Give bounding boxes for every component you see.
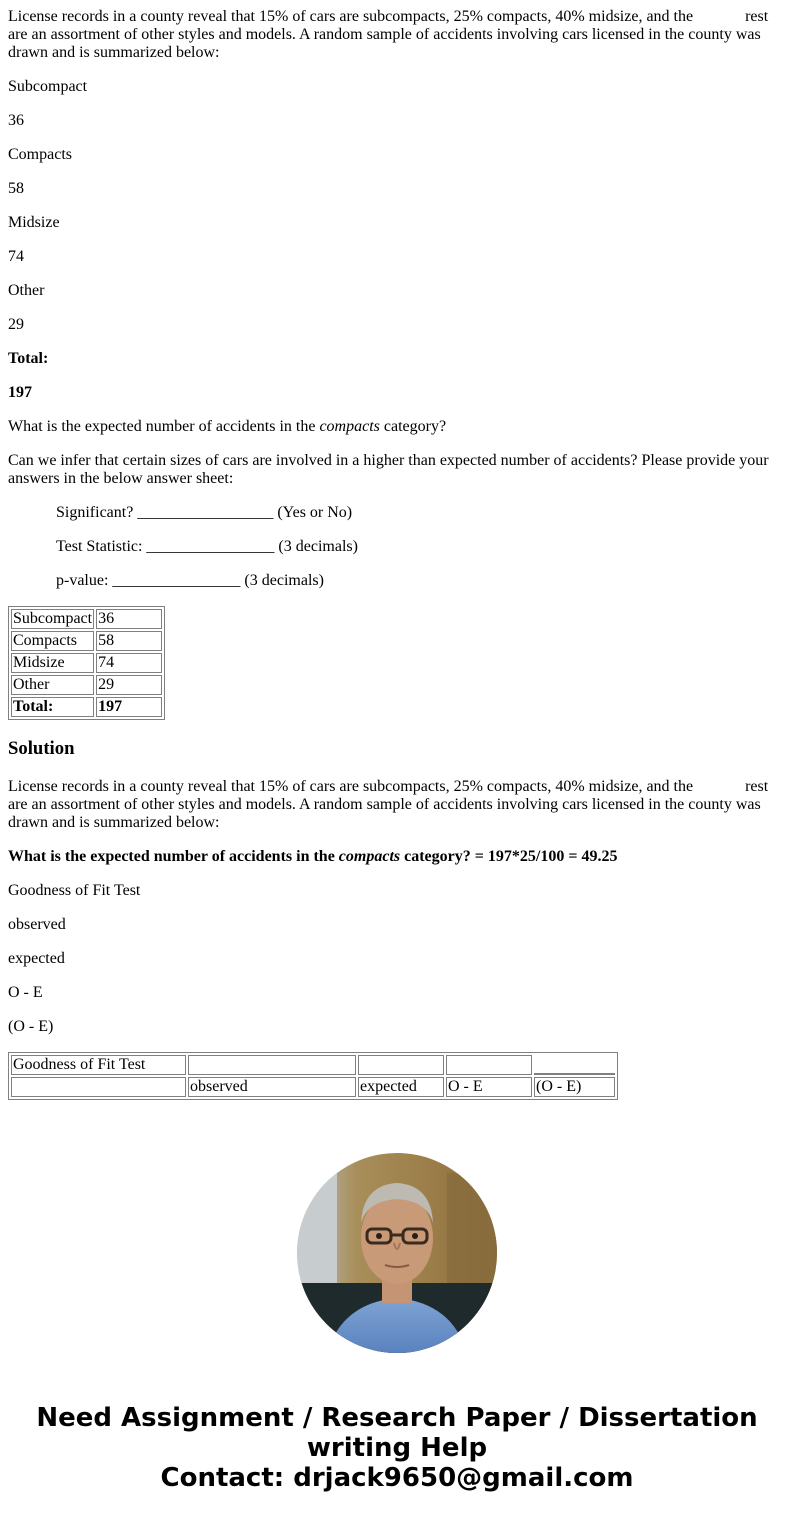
gof-expected-label: expected: [8, 950, 65, 967]
author-photo-image: [297, 1153, 497, 1353]
goodness-of-fit-table: [8, 1052, 618, 1100]
gof-oe-label: O - E: [8, 984, 43, 1001]
table-cell: 74: [96, 653, 162, 673]
table-cell: expected: [358, 1077, 444, 1097]
table-cell: O - E: [446, 1077, 532, 1097]
footer-contact-email: Contact: drjack9650@gmail.com: [160, 1463, 634, 1493]
gof-observed-label: observed: [8, 916, 66, 933]
solution-expected-compacts: What is the expected number of accidents in the compacts category? = 197*25/100 = 49.25: [8, 848, 618, 865]
question-intro: License records in a county reveal that 15% of cars are subcompacts, 25% compacts, 40% midsize, and the rest are an assortment of other styles and models. A random sample of accidents involving cars licensed in the county was drawn and is summarized below:: [8, 8, 769, 61]
table-cell: Goodness of Fit Test: [11, 1055, 186, 1075]
table-row: [11, 697, 162, 717]
table-row: [11, 631, 162, 651]
table-row: [11, 675, 162, 695]
category-label-midsize: Midsize: [8, 214, 60, 231]
category-label-subcompact: Subcompact: [8, 78, 88, 95]
category-value-other: 29: [8, 316, 24, 333]
table-row: [11, 1077, 615, 1097]
table-cell: 36: [96, 609, 162, 629]
gof-oe2-label: (O - E): [8, 1018, 54, 1035]
gof-title: Goodness of Fit Test: [8, 882, 141, 899]
table-cell: [446, 1055, 532, 1075]
table-row: [11, 653, 162, 673]
total-value: 197: [8, 384, 32, 401]
table-cell: [534, 1055, 615, 1075]
accidents-table: [8, 606, 165, 720]
table-cell: Subcompact: [13, 610, 93, 627]
footer-line-1: Need Assignment / Research Paper / Dissertation: [36, 1403, 758, 1433]
table-cell: observed: [188, 1077, 356, 1097]
table-cell: Midsize: [11, 653, 94, 673]
author-photo: [297, 1153, 497, 1353]
table-cell: [188, 1055, 356, 1075]
question-inference: Can we infer that certain sizes of cars are involved in a higher than expected number of accidents? Please provide your answers in the below answer sheet:: [8, 452, 769, 487]
solution-heading: Solution: [8, 738, 75, 759]
category-value-compacts: 58: [8, 180, 24, 197]
document-body: [8, 0, 786, 1100]
table-cell: Total:: [11, 697, 94, 717]
table-cell: 197: [96, 697, 162, 717]
answer-test-statistic: Test Statistic: ________________ (3 decimals): [56, 538, 358, 555]
contact-footer: [0, 1403, 794, 1493]
question-expected-compacts: What is the expected number of accidents in the compacts category?: [8, 418, 447, 435]
table-cell: 58: [96, 631, 162, 651]
table-cell: [11, 1077, 186, 1097]
table-cell: Other: [11, 675, 94, 695]
answer-significant: Significant? _________________ (Yes or No): [56, 504, 353, 521]
table-cell: 29: [96, 675, 162, 695]
total-label: Total:: [8, 350, 49, 367]
table-row: [11, 609, 162, 629]
solution-intro: License records in a county reveal that 15% of cars are subcompacts, 25% compacts, 40% midsize, and the rest are an assortment of other styles and models. A random sample of accidents involving cars licensed in the county was drawn and is summarized below:: [8, 778, 769, 831]
table-row: [11, 1055, 615, 1075]
table-cell: (O - E): [534, 1077, 615, 1097]
category-label-other: Other: [8, 282, 45, 299]
answer-p-value: p-value: ________________ (3 decimals): [56, 572, 324, 589]
table-cell: Compacts: [11, 631, 94, 651]
category-label-compacts: Compacts: [8, 146, 72, 163]
category-value-subcompact: 36: [8, 112, 24, 129]
footer-line-2: writing Help: [306, 1433, 488, 1463]
table-cell: [358, 1055, 444, 1075]
category-value-midsize: 74: [8, 248, 24, 265]
